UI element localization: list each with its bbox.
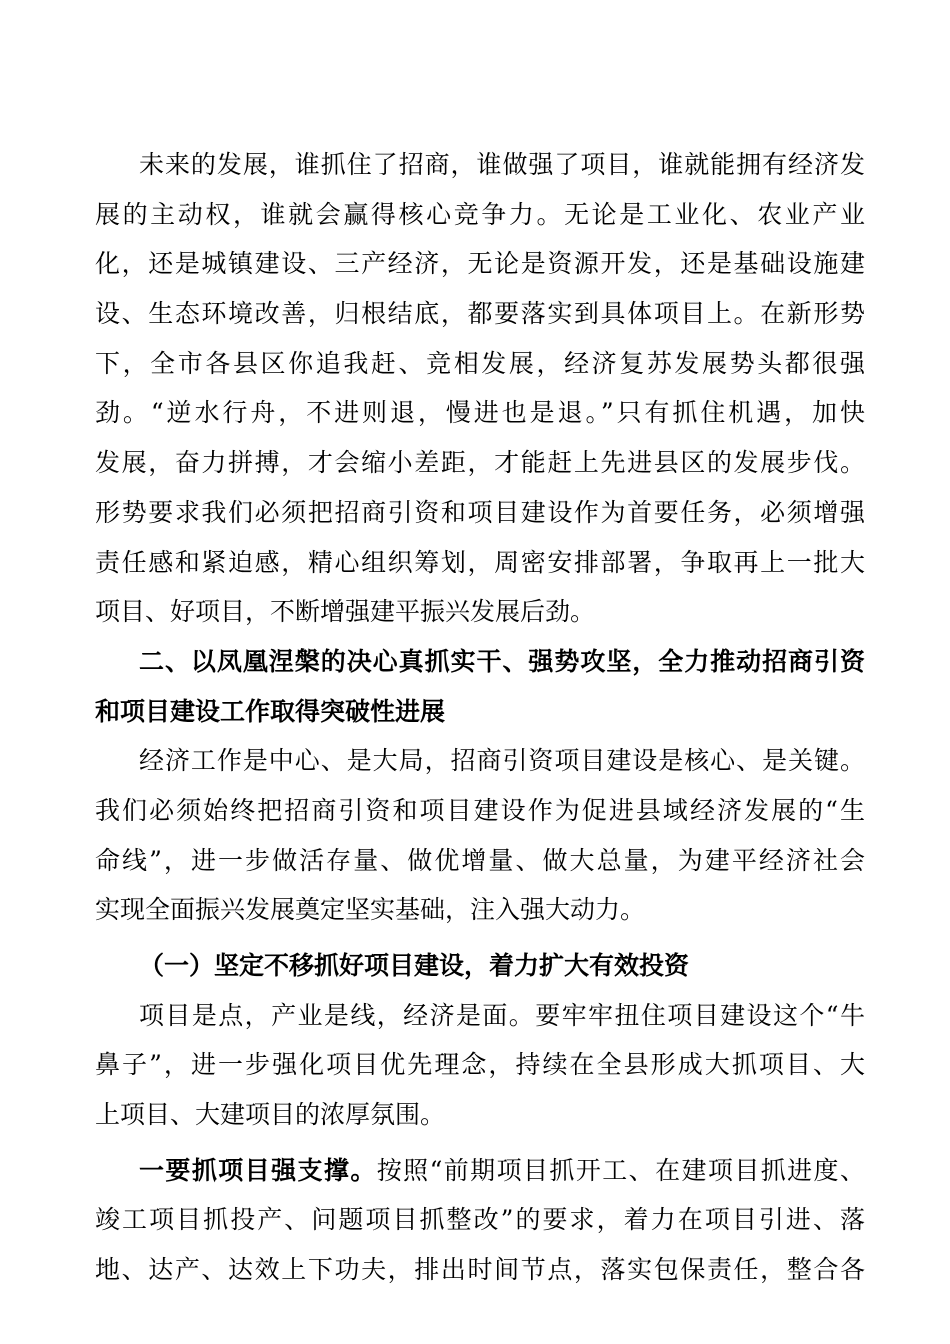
text-line: 未来的发展，谁抓住了招商，谁做强了项目，谁就能拥有经济发 xyxy=(139,150,865,179)
text-line: 设、生态环境改善，归根结底，都要落实到具体项目上。在新形势 xyxy=(95,299,865,329)
text-line: 展的主动权，谁就会赢得核心竞争力。无论是工业化、农业产业 xyxy=(95,199,865,229)
text-line: 地、达产、达效上下功夫，排出时间节点，落实包保责任，整合各 xyxy=(95,1255,865,1285)
lead-phrase: 一要抓项目强支撑。 xyxy=(139,1155,377,1185)
text-line: 发展，奋力拼搏，才会缩小差距，才能赶上先进县区的发展步伐。 xyxy=(95,448,865,478)
text-line: 劲。“逆水行舟，不进则退，慢进也是退。”只有抓住机遇，加快 xyxy=(95,398,865,428)
paragraph-development xyxy=(95,140,865,637)
text-line: 项目是点，产业是线，经济是面。要牢牢扭住项目建设这个“牛 xyxy=(139,1000,865,1030)
text-line: 化，还是城镇建设、三产经济，无论是资源开发，还是基础设施建 xyxy=(95,249,865,279)
paragraph-economy xyxy=(95,736,865,935)
text-line: 下，全市各县区你追我赶、竞相发展，经济复苏发展势头都很强 xyxy=(95,348,865,378)
lead-continuation: 按照“前期项目抓开工、在建项目抓进度、 xyxy=(376,1155,865,1185)
text-line: 我们必须始终把招商引资和项目建设作为促进县域经济发展的“生 xyxy=(95,795,865,825)
text-line: 实现全面振兴发展奠定坚实基础，注入强大动力。 xyxy=(95,895,646,925)
text-line xyxy=(95,1146,865,1196)
text-line: 责任感和紧迫感，精心组织筹划，周密安排部署，争取再上一批大 xyxy=(95,547,865,577)
paragraph-project xyxy=(95,991,865,1140)
text-line: 命线”，进一步做活存量、做优增量、做大总量，为建平经济社会 xyxy=(95,845,865,875)
text-line: 鼻子”，进一步强化项目优先理念，持续在全县形成大抓项目、大 xyxy=(95,1050,865,1080)
paragraph-support xyxy=(95,1146,865,1295)
text-line: 经济工作是中心、是大局，招商引资项目建设是核心、是关键。 xyxy=(139,746,865,776)
document-page xyxy=(95,140,865,1295)
text-line: 形势要求我们必须把招商引资和项目建设作为首要任务，必须增强 xyxy=(95,497,865,527)
text-line: 项目、好项目，不断增强建平振兴发展后劲。 xyxy=(95,597,596,627)
text-line: 竣工项目抓投产、问题项目抓整改”的要求，着力在项目引进、落 xyxy=(95,1205,865,1235)
section-heading-2 xyxy=(95,637,865,736)
text-line: 上项目、大建项目的浓厚氛围。 xyxy=(95,1100,446,1130)
heading-line: 二、以凤凰涅槃的决心真抓实干、强势攻坚，全力推动招商引资 xyxy=(139,646,865,676)
subsection-heading: （一）坚定不移抓好项目建设，着力扩大有效投资 xyxy=(139,951,690,980)
heading-line: 和项目建设工作取得突破性进展 xyxy=(95,696,446,726)
